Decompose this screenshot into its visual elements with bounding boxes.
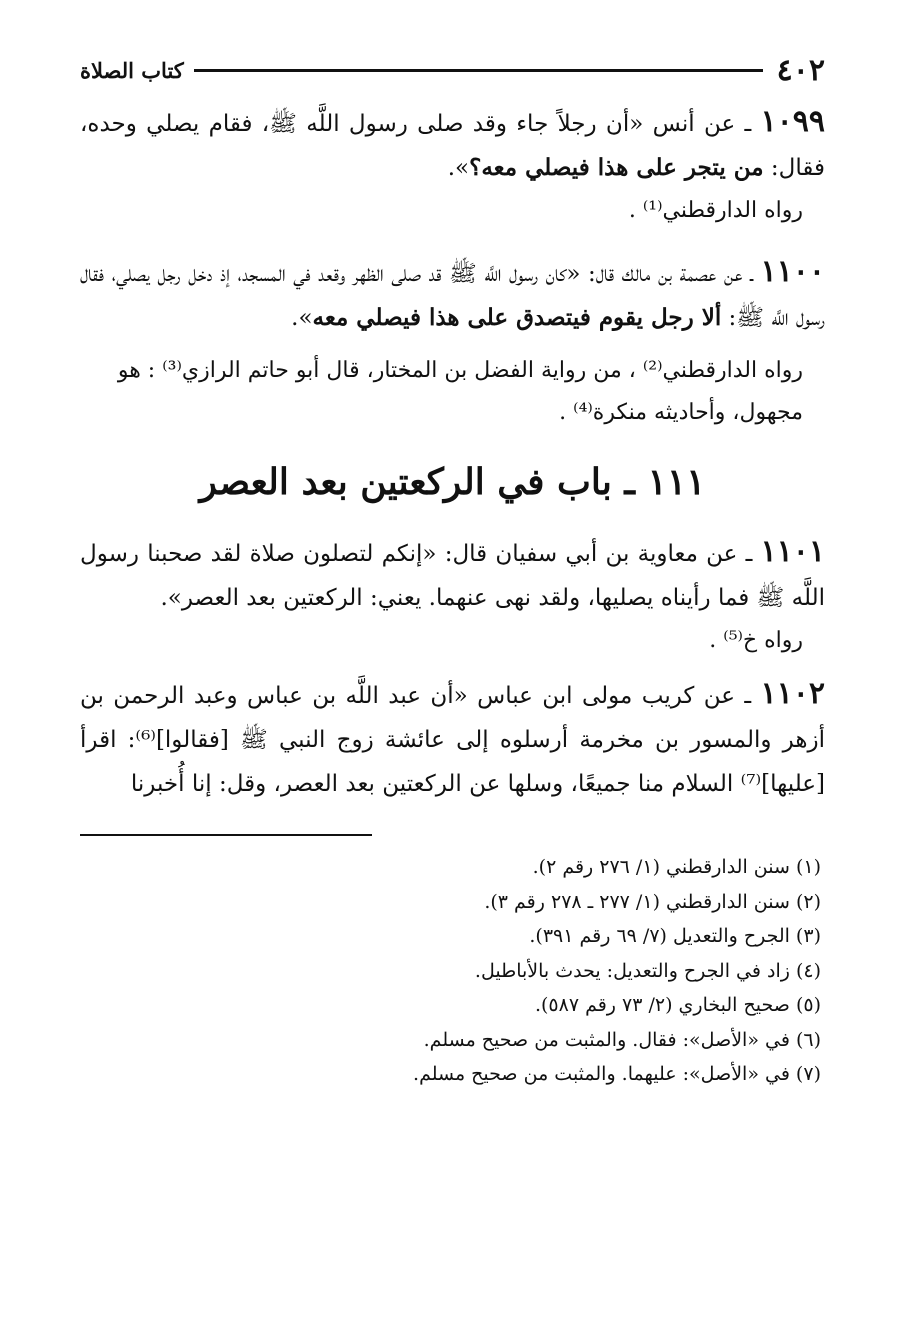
hadith-number: ١٠٩٩: [760, 104, 825, 139]
footnote-item: (٢) سنن الدارقطني (١/ ٢٧٧ ـ ٢٧٨ رقم ٣).: [484, 890, 821, 913]
chapter-title: كتاب الصلاة: [80, 57, 184, 83]
document-page: [80, 50, 825, 1092]
page-number: ٤٠٢: [776, 52, 825, 88]
hadith-reference: رواه خ⁽⁵⁾ .: [709, 628, 803, 653]
hadith-bold-text: من يتجر على هذا فيصلي معه؟: [469, 154, 764, 181]
hadith-end: ».: [447, 155, 470, 181]
hadith-reference: رواه الدارقطني⁽¹⁾ .: [628, 198, 803, 223]
header-rule: [194, 69, 763, 72]
hadith-text: ـ عن معاوية بن أبي سفيان قال: «إنكم لتصلون صلاة لقد صحبنا رسول اللَّه ﷺ فما رأيناه يصليها، ولقد نهى عنهما. يعني: الركعتين بعد العصر».: [80, 541, 825, 611]
footnotes-list: [80, 850, 825, 1092]
spacer: [80, 662, 825, 672]
hadith-number: ١١٠٠: [760, 254, 825, 289]
hadith-1102: [80, 672, 825, 806]
footnote-item: (٣) الجرح والتعديل (٧/ ٦٩ رقم ٣٩١).: [529, 925, 821, 947]
bab-heading: ١١١ ـ باب في الركعتين بعد العصر: [199, 461, 706, 503]
hadith-reference: رواه الدارقطني⁽²⁾ ، من رواية الفضل بن المختار، قال أبو حاتم الرازي⁽³⁾ : هو مجهول، وأحاديثه منكرة⁽⁴⁾ .: [117, 358, 803, 425]
hadith-number: ١١٠١: [760, 534, 825, 569]
hadith-1101: [80, 530, 825, 620]
footnote-item: (٥) صحيح البخاري (٢/ ٧٣ رقم ٥٨٧).: [534, 994, 821, 1016]
hadith-bold-text: ألا رجل يقوم فيتصدق على هذا فيصلي معه: [312, 304, 722, 331]
hadith-text: ـ عن كريب مولى ابن عباس «أن عبد اللَّه بن عباس وعبد الرحمن بن أزهر والمسور بن مخرمة أرسلوه إلى عائشة زوج النبي ﷺ [فقالوا]⁽⁶⁾: اقرأ [عليها]⁽⁷⁾ السلام منا جميعًا، وسلها عن الركعتين بعد العصر، وقل: إنا أُخبرنا: [80, 683, 825, 797]
spacer: [80, 90, 825, 100]
spacer: [80, 232, 825, 250]
footnote-item: (٤) زاد في الجرح والتعديل: يحدث بالأباطيل.: [474, 959, 821, 982]
footnote-divider: [80, 834, 372, 836]
footnote-item: (١) سنن الدارقطني (١/ ٢٧٦ رقم ٢).: [532, 856, 821, 878]
footnote-item: (٧) في «الأصل»: عليهما. والمثبت من صحيح مسلم.: [413, 1063, 821, 1085]
hadith-text: ـ عن أنس «أن رجلاً جاء وقد صلى رسول اللَّه ﷺ، فقام يصلي وحده، فقال:: [80, 111, 825, 181]
footnote-item: (٦) في «الأصل»: فقال. والمثبت من صحيح مسلم.: [423, 1028, 821, 1051]
spacer: [80, 340, 825, 350]
hadith-text: ـ عن عصمة بن مالك قال: «كان رسول اللَّه ﷺ قد صلى الظهر وقعد في المسجد، إذ دخل رجل يصلي، فقال رسول اللَّه ﷺ:: [80, 261, 825, 331]
page-header: [80, 50, 825, 90]
hadith-1100: [80, 250, 825, 340]
hadith-number: ١١٠٢: [760, 676, 825, 711]
hadith-1099: [80, 100, 825, 190]
hadith-end: ».: [291, 305, 313, 331]
